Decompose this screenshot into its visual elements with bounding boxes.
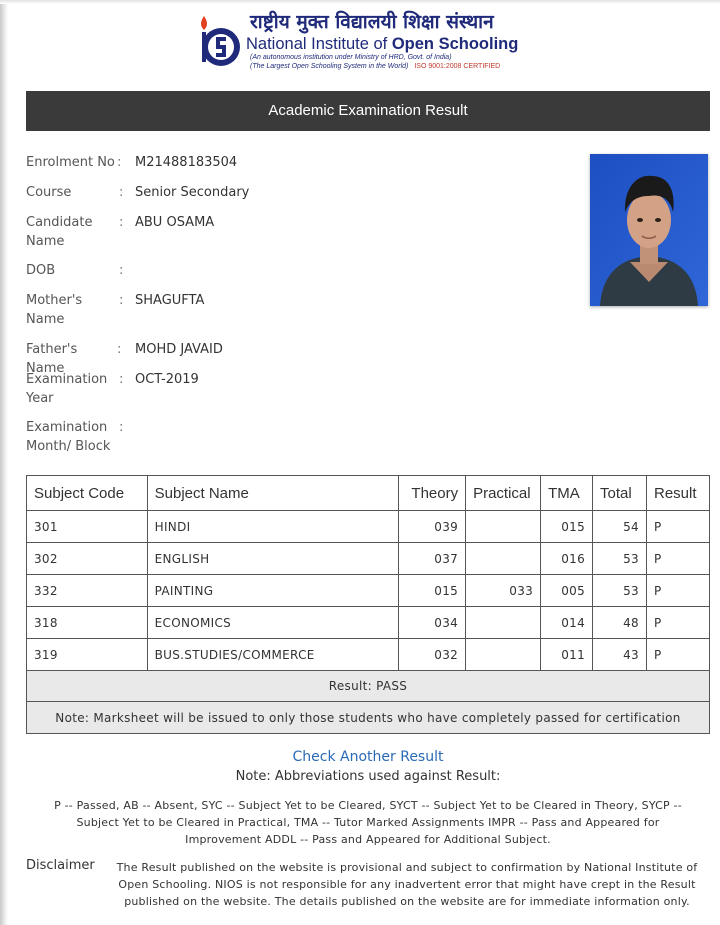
subject-code-cell: 332 bbox=[27, 575, 148, 607]
practical-cell bbox=[466, 511, 541, 543]
practical-cell bbox=[466, 639, 541, 671]
info-label: Candidate Name bbox=[26, 215, 93, 249]
enrolment-number-value: M21488183504 bbox=[135, 155, 238, 170]
subject-code-cell: 319 bbox=[27, 639, 148, 671]
info-label: Enrolment No bbox=[26, 155, 115, 170]
tma-cell: 016 bbox=[541, 543, 593, 575]
info-colon: : bbox=[119, 372, 124, 387]
column-header-subject-code: Subject Code bbox=[27, 476, 148, 511]
candidate-photo-image bbox=[590, 154, 708, 306]
mothers-name-value: SHAGUFTA bbox=[135, 293, 205, 308]
result-summary: Result: PASS bbox=[27, 671, 710, 702]
total-cell: 53 bbox=[593, 575, 647, 607]
table-row bbox=[27, 575, 710, 607]
disclaimer-text: The Result published on the website is provisional and subject to confirmation by National Institute of Open Schooling. NIOS is not responsible for any inadvertent error that might have crept in the Result published on the website. The details published on the website are for immediate information only. bbox=[116, 861, 698, 908]
disclaimer-label: Disclaimer bbox=[26, 858, 95, 873]
table-row bbox=[27, 639, 710, 671]
info-colon: : bbox=[119, 215, 124, 230]
subject-name-cell: HINDI bbox=[147, 511, 399, 543]
info-label: Examination Month/ Block bbox=[26, 420, 111, 454]
theory-cell: 032 bbox=[399, 639, 466, 671]
course-value: Senior Secondary bbox=[135, 185, 250, 200]
subject-code-cell: 301 bbox=[27, 511, 148, 543]
abbreviations-text: P -- Passed, AB -- Absent, SYC -- Subject Yet to be Cleared, SYCT -- Subject Yet to be Cleared in Theory, SYCP -- Subject Yet to be Cleared in Practical, TMA -- Tutor Marked Assignments IMPR -- Pass and Appeared for Improvement ADDL -- Pass and Appeared for Additional Subject. bbox=[54, 799, 682, 846]
table-row bbox=[27, 511, 710, 543]
table-row bbox=[27, 607, 710, 639]
check-another-result-link[interactable]: Check Another Result bbox=[292, 749, 444, 765]
institute-name-prefix: National Institute of bbox=[246, 35, 392, 53]
iso-certification: ISO 9001:2008 CERTIFIED bbox=[414, 63, 501, 70]
result-cell: P bbox=[646, 543, 709, 575]
theory-cell: 034 bbox=[399, 607, 466, 639]
tma-cell: 005 bbox=[541, 575, 593, 607]
result-cell: P bbox=[646, 575, 709, 607]
info-colon: : bbox=[119, 185, 124, 200]
practical-cell bbox=[466, 607, 541, 639]
info-colon: : bbox=[119, 293, 124, 308]
total-cell: 54 bbox=[593, 511, 647, 543]
column-header-subject-name: Subject Name bbox=[147, 476, 399, 511]
institute-name-hindi: राष्ट्रीय मुक्त विद्यालयी शिक्षा संस्थान bbox=[250, 11, 494, 33]
practical-cell: 033 bbox=[466, 575, 541, 607]
info-label: Father's Name bbox=[26, 342, 78, 376]
subject-name-cell: PAINTING bbox=[147, 575, 399, 607]
result-cell: P bbox=[646, 639, 709, 671]
info-label: Examination Year bbox=[26, 372, 108, 406]
subject-name-cell: ECONOMICS bbox=[147, 607, 399, 639]
info-label: DOB bbox=[26, 263, 56, 278]
total-cell: 43 bbox=[593, 639, 647, 671]
subject-name-cell: ENGLISH bbox=[147, 543, 399, 575]
info-label: Mother's Name bbox=[26, 293, 83, 327]
tma-cell: 014 bbox=[541, 607, 593, 639]
column-header-total: Total bbox=[593, 476, 647, 511]
nios-logo-icon bbox=[198, 14, 242, 68]
marksheet-note: Note: Marksheet will be issued to only those students who have completely passed for certification bbox=[27, 702, 710, 734]
page-edge-shadow bbox=[0, 0, 8, 925]
tma-cell: 011 bbox=[541, 639, 593, 671]
table-row bbox=[27, 543, 710, 575]
marks-table bbox=[26, 475, 710, 734]
info-colon: : bbox=[117, 155, 122, 170]
subject-code-cell: 302 bbox=[27, 543, 148, 575]
column-header-theory: Theory bbox=[399, 476, 466, 511]
total-cell: 48 bbox=[593, 607, 647, 639]
page-top-shadow bbox=[0, 0, 720, 4]
theory-cell: 037 bbox=[399, 543, 466, 575]
institute-name-english bbox=[246, 33, 518, 55]
subject-name-cell: BUS.STUDIES/COMMERCE bbox=[147, 639, 399, 671]
column-header-tma: TMA bbox=[541, 476, 593, 511]
institute-tagline-line bbox=[250, 63, 500, 70]
theory-cell: 015 bbox=[399, 575, 466, 607]
institute-name-bold: Open Schooling bbox=[391, 35, 519, 53]
practical-cell bbox=[466, 543, 541, 575]
exam-year-value: OCT-2019 bbox=[135, 372, 199, 387]
institute-subtitle: (An autonomous institution under Ministry of HRD, Govt. of India) bbox=[250, 54, 452, 61]
abbreviations-title: Note: Abbreviations used against Result: bbox=[235, 769, 501, 784]
candidate-photo bbox=[590, 154, 708, 306]
info-colon: : bbox=[117, 342, 122, 357]
marksheet-note-row bbox=[27, 702, 710, 734]
result-cell: P bbox=[646, 607, 709, 639]
info-colon: : bbox=[119, 420, 124, 435]
page-title: Academic Examination Result bbox=[26, 91, 710, 131]
fathers-name-value: MOHD JAVAID bbox=[135, 342, 223, 357]
subject-code-cell: 318 bbox=[27, 607, 148, 639]
candidate-name-value: ABU OSAMA bbox=[135, 215, 215, 230]
tma-cell: 015 bbox=[541, 511, 593, 543]
site-logo bbox=[198, 10, 548, 76]
column-header-practical: Practical bbox=[466, 476, 541, 511]
table-header-row bbox=[27, 476, 710, 511]
info-label: Course bbox=[26, 185, 72, 200]
column-header-result: Result bbox=[646, 476, 709, 511]
institute-tagline: (The Largest Open Schooling System in the World) bbox=[250, 63, 409, 70]
result-cell: P bbox=[646, 511, 709, 543]
info-colon: : bbox=[119, 263, 124, 278]
result-summary-row bbox=[27, 671, 710, 702]
theory-cell: 039 bbox=[399, 511, 466, 543]
total-cell: 53 bbox=[593, 543, 647, 575]
